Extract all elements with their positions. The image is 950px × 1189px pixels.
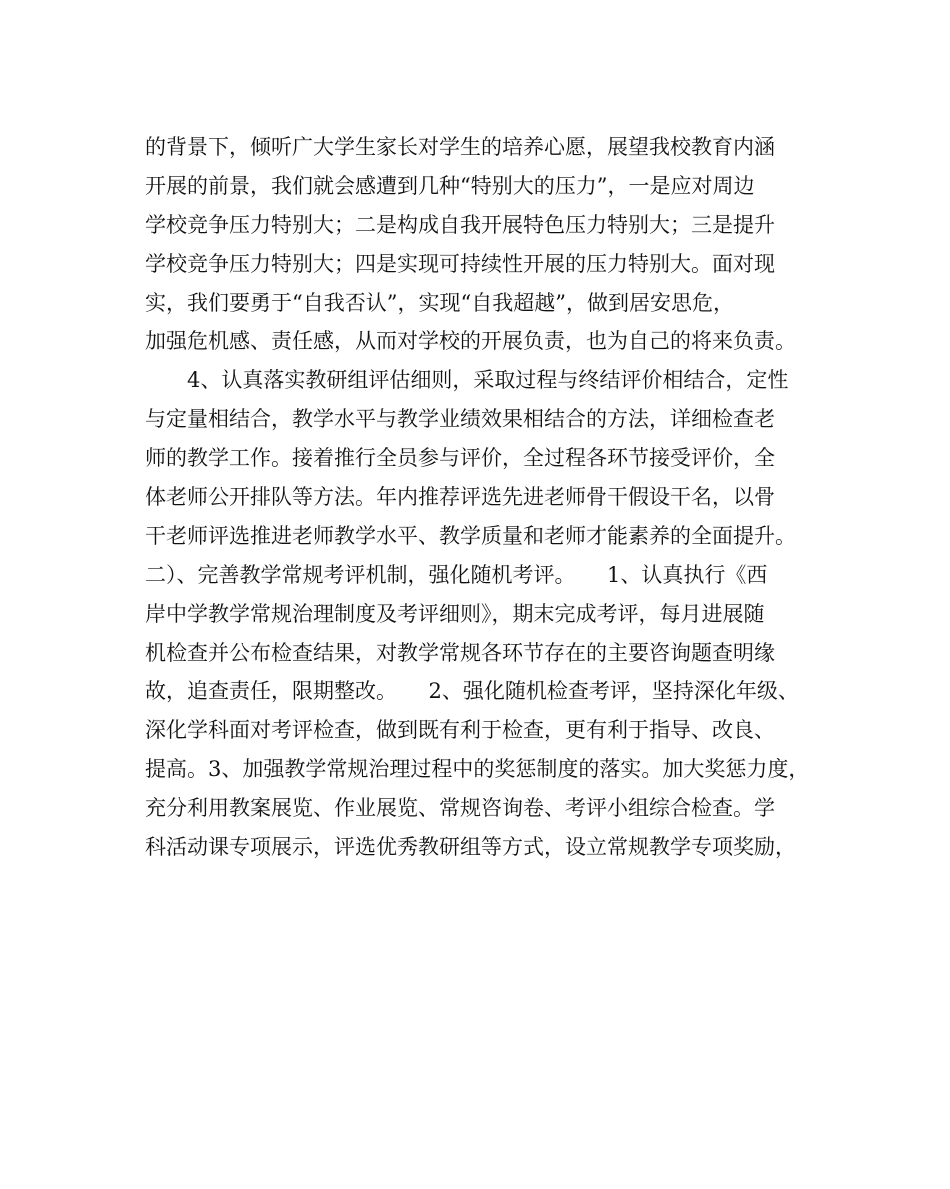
text-line: 充分利用教案展览、作业展览、常规咨询卷、考评小组综合检查。学 (145, 796, 775, 821)
body-text (145, 128, 835, 867)
text-line: 机检查并公布检查结果，对教学常规各环节存在的主要咨询题查明缘 (145, 640, 775, 665)
section-heading-line: 二）、完善教学常规考评机制，强化随机考评。 1、认真执行《西 (145, 562, 768, 587)
text-line: 干老师评选推进老师教学水平、教学质量和老师才能素养的全面提升。 (145, 523, 796, 548)
text-line: 师的教学工作。接着推行全员参与评价，全过程各环节接受评价，全 (145, 446, 775, 471)
text-line: 加强危机感、责任感，从而对学校的开展负责，也为自己的将来负责。 (145, 329, 796, 354)
text-line: 的背景下，倾听广大学生家长对学生的培养心愿，展望我校教育内涵 (145, 135, 775, 159)
text-line: 与定量相结合，教学水平与教学业绩效果相结合的方法，详细检查老 (145, 407, 775, 432)
text-line: 深化学科面对考评检查，做到既有利于检查，更有利于指导、改良、 (145, 718, 775, 743)
text-line: 开展的前景，我们就会感遭到几种“特别大的压力”，一是应对周边 (145, 173, 755, 198)
text-line: 学校竞争压力特别大；四是实现可持续性开展的压力特别大。面对现 (145, 251, 775, 276)
paragraph-start-line: 4、认真落实教研组评估细则，采取过程与终结评价相结合，定性 (187, 368, 789, 393)
text-line: 科活动课专项展示，评选优秀教研组等方式，设立常规教学专项奖励， (145, 835, 796, 860)
text-line: 体老师公开排队等方法。年内推荐评选先进老师骨干假设干名，以骨 (145, 485, 775, 510)
text-line: 实，我们要勇于“自我否认”，实现“自我超越”，做到居安思危， (145, 290, 734, 315)
text-line: 故，追查责任，限期整改。 2、强化随机检查考评，坚持深化年级、 (145, 679, 799, 704)
text-line: 学校竞争压力特别大；二是构成自我开展特色压力特别大；三是提升 (145, 212, 775, 237)
text-line: 提高。3、加强教学常规治理过程中的奖惩制度的落实。加大奖惩力度， (145, 757, 810, 782)
text-line: 岸中学教学常规治理制度及考评细则》，期末完成考评，每月进展随 (145, 601, 765, 626)
